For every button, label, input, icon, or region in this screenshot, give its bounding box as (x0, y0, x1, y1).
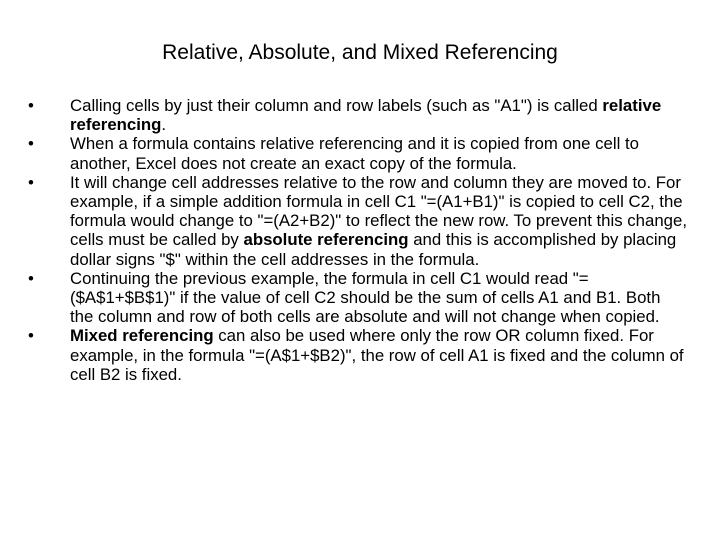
bullet-item (28, 269, 688, 327)
bullet-icon: • (28, 268, 34, 288)
bullet-list (28, 96, 688, 384)
bullet-text: When a formula contains relative referencing and it is copied from one cell to another, Excel does not create an exact copy of the formula. (70, 134, 639, 173)
bullet-bold-term: absolute referencing (243, 230, 409, 250)
bullet-text: It will change cell addresses relative to the row and column they are moved to. For example, if a simple addition formula in cell C1 "=(A1+B1)" is copied to cell C2, the formula would change to "=(A2+B2)" to reflect the new row. To prevent this change, cells must be called by (70, 172, 688, 250)
bullet-text: . (161, 115, 167, 135)
bullet-item (28, 173, 688, 269)
bullet-item (28, 326, 688, 384)
bullet-text: can also be used where only the row OR column fixed. For example, in the formula "=(A$1+$B2)", the row of cell A1 is fixed and the column of cell B2 is fixed. (70, 326, 684, 384)
bullet-item (28, 134, 688, 172)
bullet-item (28, 96, 688, 134)
bullet-bold-term: relative referencing (70, 96, 662, 135)
bullet-icon: • (28, 172, 34, 192)
bullet-bold-term: Mixed referencing (70, 326, 214, 346)
bullet-text: Calling cells by just their column and row labels (such as "A1") is called (70, 96, 603, 115)
bullet-icon: • (28, 134, 34, 154)
bullet-text: Continuing the previous example, the formula in cell C1 would read "=($A$1+$B$1)" if the value of cell C2 should be the sum of cells A1 and B1. Both the column and row of both cells are absolute and will not change when copied. (70, 268, 661, 327)
bullet-icon: • (28, 96, 34, 115)
slide-title: Relative, Absolute, and Mixed Referencing (162, 41, 558, 64)
bullet-text: and this is accomplished by placing dollar signs "$" within the cell addresses in the formula. (70, 230, 677, 269)
bullet-icon: • (28, 326, 34, 346)
